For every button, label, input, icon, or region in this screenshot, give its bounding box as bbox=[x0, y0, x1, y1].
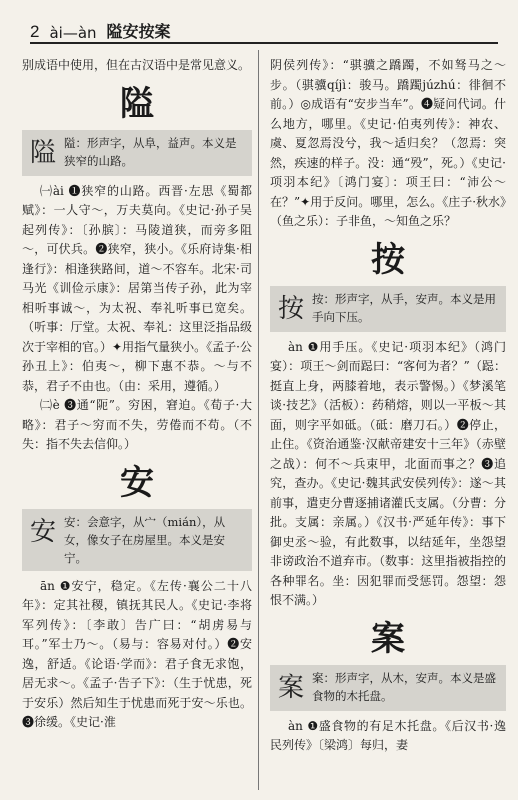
definition-paragraph: ㈠ài ❶狭窄的山路。西晋·左思《蜀都赋》：一人守～，万夫莫向。《史记·孙子吴起列传》：〔孙膑〕：马陵道狭，而旁多阻～，可伏兵。❷狭窄，狭小。《乐府诗集·相逢行》：相逢狭路间，道～不容车。北宋·司马光《训俭示康》：居第当传子孙，此为宰相听事诚～，为太祝、奉礼听事已宽矣。（听事：厅堂。太祝、奉礼：这里泛指品级次于宰相的官。）✦用指气量狭小。《孟子·公孙丑上》：伯夷～，柳下惠不恭。～与不恭，君子不由也。（由：采用，遵循。） bbox=[22, 183, 252, 393]
definition-paragraph: ㈡è ❸通“阨”。穷困，窘迫。《荀子·大略》：君子～穷而不失，劳倦而不苟。（不失：指不失去信仰。） bbox=[22, 398, 252, 451]
etymology-box-ai bbox=[22, 130, 252, 176]
definition-continuation: 阴侯列传》：“骐骥之蹻躅，不如驽马之～步。（骐骥qíjì：骏马。蹻躅júzhú：徘徊不前。）◎成语有“安步当车”。❹疑问代词。什么地方，哪里。《史记·伯夷列传》：神农、虞、夏忽焉没兮，我～适归矣？（忽焉：突然，疾速的样子。没：通“殁”，死。）《史记·项羽本纪》〔鸿门宴〕：项王曰：“沛公～在？”✦用于反问。哪里，怎么。《庄子·秋水》（鱼之乐）：子非鱼，～知鱼之乐？ bbox=[270, 58, 507, 228]
etymology-box-an4 bbox=[270, 286, 506, 332]
seal-script-glyph: 案 bbox=[277, 672, 304, 703]
column-divider bbox=[258, 50, 259, 790]
entry-headword-an: 安 bbox=[120, 462, 154, 503]
definition-paragraph: ān ❶安宁，稳定。《左传·襄公二十八年》：定其社稷，镇抚其民人。《史记·李将军列传》：〔李敢〕告广曰：“胡虏易与耳。”军士乃～。（易与：容易对付。）❷安逸，舒适。《论语·学而》：君子食无求饱，居无求～。《孟子·告子下》：（生于忧患，死于安乐）然后知生于忧患而死于安～乐也。❸徐缓。《史记·淮 bbox=[22, 578, 252, 729]
etymology-text: 安：会意字，从宀（mián），从女，像女子在房屋里。本义是安宁。 bbox=[64, 514, 226, 565]
seal-script-glyph: 安 bbox=[29, 516, 56, 547]
entry-headword-an4: 按 bbox=[371, 239, 405, 280]
definition-paragraph: àn ❶用手压。《史记·项羽本纪》（鸿门宴）：项王～剑而跽曰：“客何为者？”（跽：挺直上身，两膝着地，表示警惕。）《梦溪笔谈·技艺》（活板）：药稍熔，则以一平板～其面，则字平如砥。（砥：磨刀石。）❷停止，止住。《资治通鉴·汉献帝建安十三年》（赤壁之战）：何不～兵束甲，北面而事之？❸追究，查办。《史记·魏其武安侯列传》：遂～其前事，遣吏分曹逐捕诸灌氏支属。（分曹：分批。支属：亲属。）《汉书·严延年传》：事下御史丞～验，有此数事，以结延年，坐怨望非谤政治不道弃市。（数事：这里指被指控的各种罪名。坐：因犯罪而受惩罚。怨望：怨恨不满。） bbox=[270, 339, 506, 607]
left-column bbox=[22, 56, 252, 733]
entry-headword-ai: 隘 bbox=[120, 83, 154, 124]
running-header bbox=[30, 14, 498, 44]
intro-text: 别成语中使用，但在古汉语中是常见意义。 bbox=[22, 58, 251, 72]
seal-script-glyph: 按 bbox=[277, 293, 304, 324]
etymology-text: 按：形声字，从手，安声。本义是用手向下压。 bbox=[312, 291, 496, 324]
definition-paragraph: àn ❶盛食物的有足木托盘。《后汉书·逸民列传》〔梁鸿〕每归，妻 bbox=[270, 718, 506, 752]
etymology-text: 案：形声字，从木，安声。本义是盛食物的木托盘。 bbox=[312, 670, 496, 703]
pinyin-range: ài—àn bbox=[49, 24, 97, 42]
right-column bbox=[270, 56, 506, 756]
entry-headword-an-table: 案 bbox=[371, 618, 405, 659]
etymology-box-an bbox=[22, 509, 252, 571]
seal-script-glyph: 隘 bbox=[29, 137, 56, 168]
etymology-text: 隘：形声字，从阜，益声。本义是狭窄的山路。 bbox=[64, 135, 237, 168]
etymology-box-an-table bbox=[270, 665, 506, 711]
page-number: 2 bbox=[30, 22, 40, 41]
header-title: 隘安按案 bbox=[106, 22, 171, 41]
